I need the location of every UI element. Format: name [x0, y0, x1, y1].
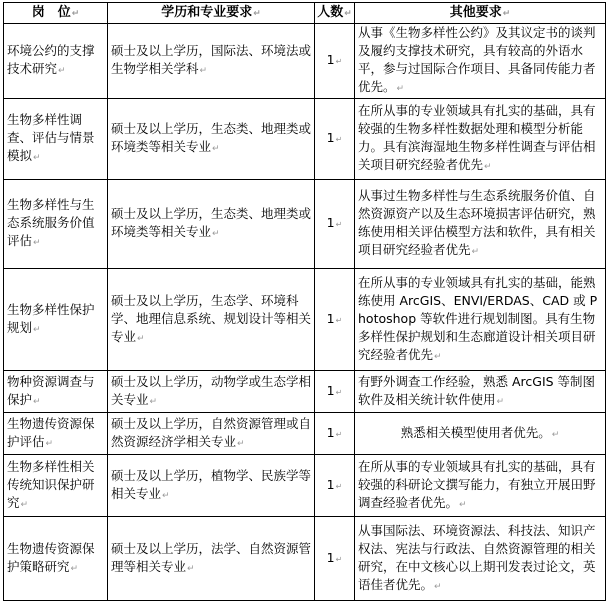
- table-row: [4, 180, 606, 269]
- education-cell: 硕士及以上学历，国际法、环境法或生物学相关学科↵: [108, 24, 315, 99]
- count-cell: 1↵: [315, 180, 355, 269]
- other-requirements-cell: 从事过生物多样性与生态系统服务价值、自然资源资产以及生态环境损害评估研究，熟练使用相关评估模型方法和软件，具有相关项目研究经验者优先↵: [355, 180, 606, 269]
- count-cell: 1↵: [315, 413, 355, 455]
- education-cell: 硕士及以上学历，生态类、地理类或环境类等相关专业↵: [108, 99, 315, 180]
- post-cell: 环境公约的支撑技术研究↵: [4, 24, 108, 99]
- other-requirements-cell: 熟悉相关模型使用者优先。↵: [355, 413, 606, 455]
- post-cell: 生物遗传资源保护策略研究↵: [4, 517, 108, 601]
- post-cell: 生物多样性相关传统知识保护研究↵: [4, 455, 108, 517]
- count-cell: 1↵: [315, 269, 355, 371]
- education-cell: 硕士及以上学历，生态学、环境科学、地理信息系统、规划设计等相关专业↵: [108, 269, 315, 371]
- table-row: [4, 413, 606, 455]
- table-row: [4, 269, 606, 371]
- table-row: [4, 455, 606, 517]
- header-count: 人数↵: [315, 3, 355, 24]
- count-cell: 1↵: [315, 24, 355, 99]
- education-cell: 硕士及以上学历，自然资源管理或自然资源经济学相关专业↵: [108, 413, 315, 455]
- recruitment-table: [3, 2, 606, 601]
- table-row: [4, 371, 606, 413]
- other-requirements-cell: 从事《生物多样性公约》及其议定书的谈判及履约支撑技术研究，具有较高的外语水平，参与过国际合作项目、具备同传能力者优先。↵: [355, 24, 606, 99]
- header-post: 岗 位↵: [4, 3, 108, 24]
- header-other: 其他要求↵: [355, 3, 606, 24]
- count-cell: 1↵: [315, 455, 355, 517]
- post-cell: 生物遗传资源保护评估↵: [4, 413, 108, 455]
- education-cell: 硕士及以上学历，生态类、地理类或环境类等相关专业↵: [108, 180, 315, 269]
- post-cell: 生物多样性保护规划↵: [4, 269, 108, 371]
- table-header-row: [4, 3, 606, 24]
- other-requirements-cell: 有野外调查工作经验，熟悉 ArcGIS 等制图软件及相关统计软件使用↵: [355, 371, 606, 413]
- table-row: [4, 24, 606, 99]
- other-requirements-cell: 在所从事的专业领域具有扎实的基础，能熟练使用 ArcGIS、ENVI/ERDAS、CAD 或 Photoshop 等软件进行规划制图。具有生物多样性保护规划和生态廊道设计相关项目研究经验者优先↵: [355, 269, 606, 371]
- education-cell: 硕士及以上学历，动物学或生态学相关专业↵: [108, 371, 315, 413]
- post-cell: 生物多样性与生态系统服务价值评估↵: [4, 180, 108, 269]
- count-cell: 1↵: [315, 371, 355, 413]
- table-row: [4, 99, 606, 180]
- other-requirements-cell: 从事国际法、环境资源法、科技法、知识产权法、宪法与行政法、自然资源管理的相关研究，在中文核心以上期刊发表过论文，英语佳者优先。↵: [355, 517, 606, 601]
- post-cell: 生物多样性调查、评估与情景模拟↵: [4, 99, 108, 180]
- other-requirements-cell: 在所从事的专业领域具有扎实的基础，具有较强的生物多样性数据处理和模型分析能力。具有滨海湿地生物多样性调查与评估相关项目研究经验者优先↵: [355, 99, 606, 180]
- table-row: [4, 517, 606, 601]
- header-education: 学历和专业要求↵: [108, 3, 315, 24]
- education-cell: 硕士及以上学历，法学、自然资源管理等相关专业↵: [108, 517, 315, 601]
- other-requirements-cell: 在所从事的专业领域具有扎实的基础，具有较强的科研论文撰写能力，有独立开展田野调查经验者优先。↵: [355, 455, 606, 517]
- count-cell: 1↵: [315, 517, 355, 601]
- post-cell: 物种资源调查与保护↵: [4, 371, 108, 413]
- education-cell: 硕士及以上学历，植物学、民族学等相关专业↵: [108, 455, 315, 517]
- count-cell: 1↵: [315, 99, 355, 180]
